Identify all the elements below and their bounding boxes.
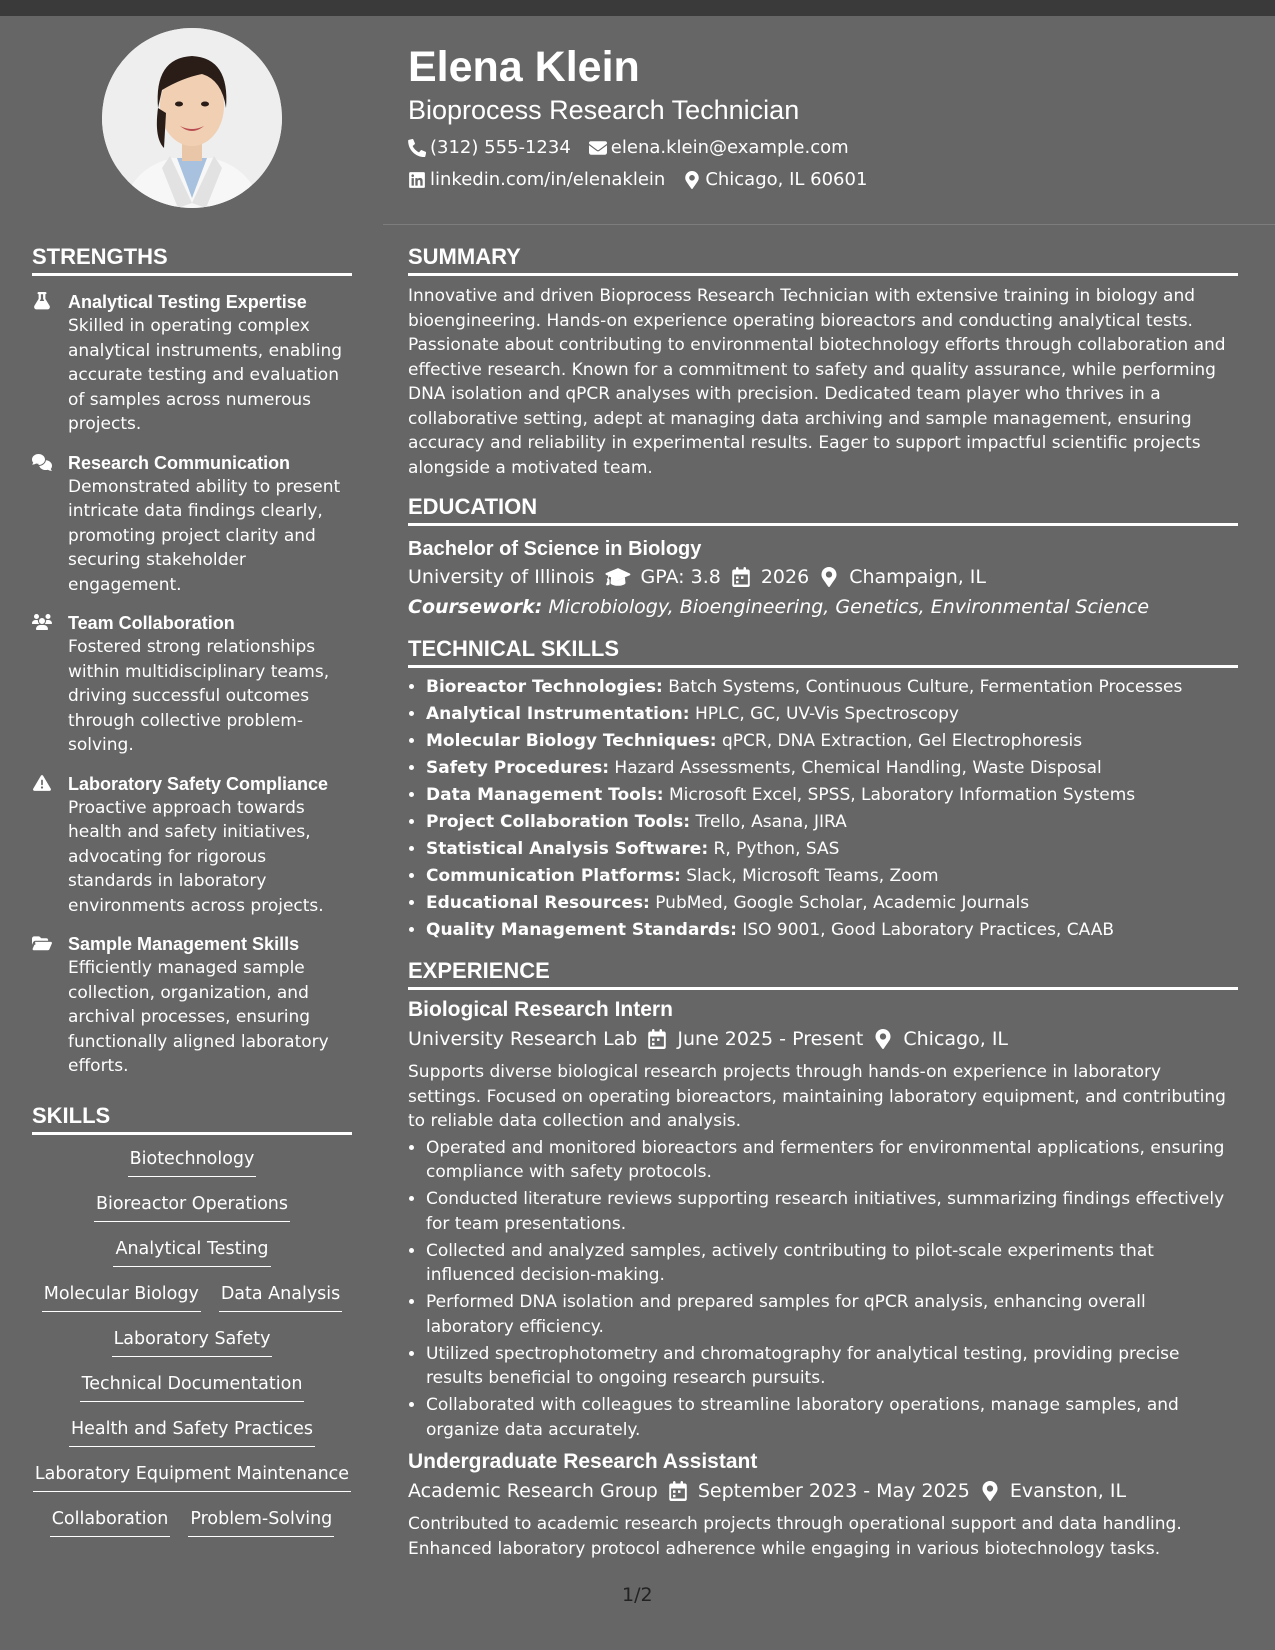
skill-label: Safety Procedures: (426, 758, 609, 778)
graduation-cap-icon (605, 567, 631, 587)
strength-item (32, 451, 352, 598)
technical-skill-item (426, 836, 1238, 863)
technical-skill-item (426, 701, 1238, 728)
map-marker-icon (683, 171, 701, 189)
education-section (408, 494, 1238, 622)
job-bullet: • Collected and analyzed samples, actively contributing to pilot-scale experiments that influenced decision-making. (426, 1239, 1238, 1288)
summary-heading: SUMMARY (408, 244, 1238, 276)
technical-skills-section (408, 636, 1238, 944)
degree-title: Bachelor of Science in Biology (408, 538, 702, 560)
job-bullet: • Performed DNA isolation and prepared samples for qPCR analysis, enhancing overall laboratory efficiency. (426, 1290, 1238, 1339)
job-description: Contributed to academic research projects through operational support and data handling. Enhanced laboratory protocol adherence while engaging in various biotechnology tasks. (408, 1514, 1182, 1559)
profile-photo (102, 28, 282, 208)
skill-value: R, Python, SAS (713, 839, 840, 859)
strength-item (32, 290, 352, 437)
job-meta (408, 1476, 1238, 1506)
strength-text: Demonstrated ability to present intricate data findings clearly, promoting project clarity and securing stakeholder engagement. (68, 476, 341, 595)
skill-value: Slack, Microsoft Teams, Zoom (686, 866, 939, 886)
skill-tag: Bioreactor Operations (94, 1192, 290, 1222)
skill-row (32, 1462, 352, 1507)
skill-label: Analytical Instrumentation: (426, 704, 690, 724)
skill-row (32, 1237, 352, 1282)
coursework-line (408, 592, 1238, 622)
linkedin-contact[interactable] (408, 164, 665, 196)
strengths-heading: STRENGTHS (32, 244, 352, 276)
strength-title: Research Communication (68, 452, 291, 473)
technical-skill-item (426, 674, 1238, 701)
strength-text: Proactive approach towards health and safety initiatives, advocating for rigorous standards in laboratory environments across projects. (68, 797, 324, 916)
graduation-year: 2026 (760, 566, 810, 588)
users-icon (32, 611, 54, 758)
map-marker-icon (819, 567, 839, 587)
job-bullet: • Collaborated with colleagues to streamline laboratory operations, manage samples, and organize data accurately. (426, 1393, 1238, 1442)
page-number: 1/2 (622, 1584, 653, 1606)
comments-icon (32, 451, 54, 598)
calendar-icon (731, 567, 751, 587)
contact-row-2 (408, 164, 1248, 196)
skill-tag: Molecular Biology (42, 1282, 201, 1312)
skill-value: HPLC, GC, UV-Vis Spectroscopy (694, 704, 959, 724)
candidate-name: Elena Klein (408, 43, 640, 91)
skill-row (32, 1417, 352, 1462)
job-location: Chicago, IL (903, 1028, 1009, 1050)
skill-row (32, 1147, 352, 1192)
technical-skills-heading: TECHNICAL SKILLS (408, 636, 1238, 668)
calendar-icon (647, 1029, 667, 1049)
skill-value: ISO 9001, Good Laboratory Practices, CAAB (742, 920, 1114, 940)
skill-label: Statistical Analysis Software: (426, 839, 709, 859)
strength-item (32, 772, 352, 919)
technical-skill-item (426, 728, 1238, 755)
strength-text: Efficiently managed sample collection, organization, and archival processes, ensuring functionally aligned laboratory efforts. (68, 958, 329, 1076)
job-bullet: • Operated and monitored bioreactors and fermenters for environmental applications, ensuring compliance with safety protocols. (426, 1136, 1238, 1185)
job-org: Academic Research Group (408, 1480, 658, 1502)
viewer-top-bar (0, 0, 1275, 16)
job-meta (408, 1024, 1238, 1054)
job-bullet: • Conducted literature reviews supporting research initiatives, summarizing findings effectively for team presentations. (426, 1187, 1238, 1236)
skill-value: Microsoft Excel, SPSS, Laboratory Information Systems (669, 785, 1136, 805)
right-column (408, 244, 1238, 1571)
skills-heading: SKILLS (32, 1103, 352, 1135)
skill-label: Project Collaboration Tools: (426, 812, 691, 832)
job-location: Evanston, IL (1009, 1480, 1127, 1502)
skill-value: Trello, Asana, JIRA (695, 812, 847, 832)
map-marker-icon (980, 1481, 1000, 1501)
skill-tag: Laboratory Equipment Maintenance (33, 1462, 351, 1492)
skill-label: Molecular Biology Techniques: (426, 731, 717, 751)
technical-skill-item (426, 917, 1238, 944)
skill-tag: Problem-Solving (188, 1507, 334, 1537)
strength-item (32, 932, 352, 1079)
experience-section (408, 958, 1238, 1561)
skill-row (32, 1192, 352, 1237)
technical-skill-item (426, 782, 1238, 809)
skill-value: Batch Systems, Continuous Culture, Fermentation Processes (668, 677, 1183, 697)
strength-title: Team Collaboration (68, 613, 235, 633)
skill-row (32, 1327, 352, 1372)
technical-skill-item (426, 809, 1238, 836)
job-description: Supports diverse biological research projects through hands-on experience in laboratory settings. Focused on operating bioreactors, maintaining laboratory equipment, and contributing to reliable data collection and analysis. (408, 1062, 1226, 1131)
job-title: Biological Research Intern (408, 998, 673, 1021)
map-marker-icon (873, 1029, 893, 1049)
skill-label: Bioreactor Technologies: (426, 677, 663, 697)
skill-row (32, 1372, 352, 1417)
technical-skill-item (426, 863, 1238, 890)
flask-icon (32, 290, 54, 437)
coursework-label: Coursework: (408, 596, 543, 618)
job-org: University Research Lab (408, 1028, 638, 1050)
strength-text: Skilled in operating complex analytical instruments, enabling accurate testing and evaluation of samples across numerous projects. (68, 316, 343, 434)
strength-item (32, 611, 352, 758)
phone-icon (408, 139, 426, 157)
strength-title: Analytical Testing Expertise (68, 292, 307, 312)
job-dates: June 2025 - Present (677, 1028, 864, 1050)
strength-title: Sample Management Skills (68, 934, 300, 954)
phone-contact (408, 132, 571, 164)
education-heading: EDUCATION (408, 494, 1238, 526)
header-divider (383, 224, 1275, 225)
resume-page (0, 16, 1275, 1650)
email-contact[interactable] (589, 132, 849, 164)
email-text[interactable]: elena.klein@example.com (610, 137, 849, 158)
skill-tag: Laboratory Safety (112, 1327, 273, 1357)
skill-row (32, 1507, 352, 1552)
envelope-icon (589, 139, 607, 157)
candidate-title: Bioprocess Research Technician (408, 95, 800, 125)
strength-title: Laboratory Safety Compliance (68, 773, 329, 794)
summary-section (408, 244, 1238, 480)
coursework-text: Microbiology, Bioengineering, Genetics, Environmental Science (548, 596, 1150, 618)
skill-value: qPCR, DNA Extraction, Gel Electrophoresis (721, 731, 1083, 751)
technical-skill-item (426, 755, 1238, 782)
skill-tag: Data Analysis (219, 1282, 342, 1312)
job-entry (408, 996, 1238, 1442)
folder-open-icon (32, 932, 54, 1079)
skill-label: Communication Platforms: (426, 866, 681, 886)
job-title: Undergraduate Research Assistant (408, 1450, 758, 1473)
skill-tag: Collaboration (50, 1507, 171, 1537)
summary-text: Innovative and driven Bioprocess Research Technician with extensive training in biology and bioengineering. Hands-on experience operating bioreactors and conducting analytical tests. Passionate about contributing to environmental biotechnology efforts through collaboration and effective research. Known for a commitment to safety and quality assurance, while performing DNA isolation and qPCR analyses with precision. Dedicated team player who thrives in a collaborative setting, adept at managing data archiving and sample management, ensuring accuracy and reliability in experimental results. Eager to support impactful scientific projects alongside a motivated team. (408, 286, 1226, 478)
warning-icon (32, 772, 54, 919)
left-column (32, 244, 352, 1552)
skill-row (32, 1282, 352, 1327)
skill-label: Data Management Tools: (426, 785, 664, 805)
location-contact (683, 164, 867, 196)
skill-tag: Biotechnology (128, 1147, 257, 1177)
job-bullets (408, 1136, 1238, 1443)
skills-list (32, 1147, 352, 1552)
resume-header (408, 42, 1248, 196)
skill-tag: Health and Safety Practices (69, 1417, 315, 1447)
technical-skill-item (426, 890, 1238, 917)
job-dates: September 2023 - May 2025 (697, 1480, 970, 1502)
skill-value: PubMed, Google Scholar, Academic Journals (655, 893, 1030, 913)
experience-heading: EXPERIENCE (408, 958, 1238, 990)
skill-value: Hazard Assessments, Chemical Handling, Waste Disposal (614, 758, 1102, 778)
linkedin-icon (408, 171, 426, 189)
location-text: Chicago, IL 60601 (705, 169, 868, 190)
job-entry (408, 1448, 1238, 1561)
skill-tag: Technical Documentation (80, 1372, 305, 1402)
skill-label: Educational Resources: (426, 893, 650, 913)
education-meta (408, 562, 1238, 592)
contact-row-1 (408, 132, 1248, 164)
job-bullet: • Utilized spectrophotometry and chromatography for analytical testing, providing precise results beneficial to ongoing research pursuits. (426, 1342, 1238, 1391)
school-name: University of Illinois (408, 566, 595, 588)
skill-label: Quality Management Standards: (426, 920, 737, 940)
technical-skills-list (408, 674, 1238, 944)
phone-text: (312) 555-1234 (430, 137, 571, 158)
strength-text: Fostered strong relationships within multidisciplinary teams, driving successful outcomes through collective problem-solving. (68, 637, 330, 755)
skill-tag: Analytical Testing (113, 1237, 270, 1267)
gpa-text: GPA: 3.8 (640, 566, 721, 588)
education-location: Champaign, IL (849, 566, 987, 588)
linkedin-text[interactable]: linkedin.com/in/elenaklein (430, 169, 666, 190)
calendar-icon (668, 1481, 688, 1501)
